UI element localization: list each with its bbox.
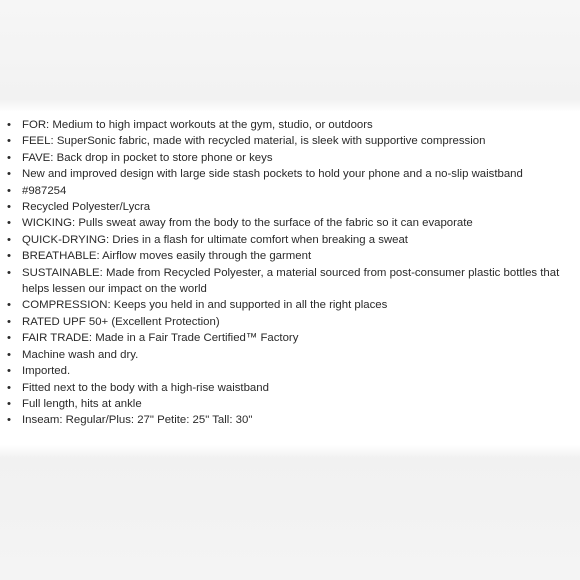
- bullet-icon: •: [7, 184, 11, 197]
- bullet-icon: •: [7, 119, 11, 131]
- feature-item-fair-trade: [0, 330, 580, 346]
- feature-text: Recycled Polyester/Lycra: [22, 201, 151, 214]
- bullet-icon: •: [7, 266, 11, 279]
- bullet-icon: •: [7, 250, 11, 263]
- feature-text: Imported.: [22, 365, 71, 378]
- feature-item-sustainable: [0, 265, 580, 298]
- feature-text: Full length, hits at ankle: [22, 397, 142, 410]
- feature-text: Machine wash and dry.: [22, 348, 139, 361]
- bullet-icon: •: [7, 397, 11, 410]
- feature-text: Inseam: Regular/Plus: 27" Petite: 25" Tall: 30": [22, 414, 253, 427]
- feature-item-compression: [0, 297, 580, 313]
- feature-text: FOR: Medium to high impact workouts at the gym, studio, or outdoors: [22, 119, 373, 131]
- feature-item-for: [0, 117, 580, 133]
- feature-list: [0, 117, 580, 429]
- bullet-icon: •: [7, 414, 11, 427]
- bullet-icon: •: [7, 151, 11, 164]
- feature-text: FEEL: SuperSonic fabric, made with recycled material, is sleek with supportive compression: [22, 135, 486, 148]
- bullet-icon: •: [7, 315, 11, 328]
- feature-item-fit: [0, 380, 580, 396]
- bullet-icon: •: [7, 168, 11, 181]
- feature-item-design: [0, 166, 580, 182]
- bullet-icon: •: [7, 381, 11, 394]
- bullet-icon: •: [7, 348, 11, 361]
- bullet-icon: •: [7, 332, 11, 345]
- feature-text: SUSTAINABLE: Made from Recycled Polyester, a material sourced from post-consumer plastic bottles that helps lessen our impact on the world: [22, 266, 560, 296]
- bullet-icon: •: [7, 233, 11, 246]
- feature-item-breathable: [0, 248, 580, 264]
- feature-text: FAIR TRADE: Made in a Fair Trade Certified™ Factory: [22, 332, 299, 345]
- feature-text: QUICK-DRYING: Dries in a flash for ultimate comfort when breaking a sweat: [22, 233, 408, 246]
- bullet-icon: •: [7, 365, 11, 378]
- feature-item-inseam: [0, 412, 580, 428]
- feature-item-fave: [0, 150, 580, 166]
- feature-item-wicking: [0, 215, 580, 231]
- bullet-icon: •: [7, 201, 11, 214]
- feature-item-upf: [0, 314, 580, 330]
- bullet-icon: •: [7, 135, 11, 148]
- feature-text: FAVE: Back drop in pocket to store phone or keys: [22, 151, 273, 164]
- feature-text: Fitted next to the body with a high-rise waistband: [22, 381, 269, 394]
- feature-text: WICKING: Pulls sweat away from the body to the surface of the fabric so it can evaporate: [22, 217, 473, 230]
- feature-item-origin: [0, 363, 580, 379]
- bullet-icon: •: [7, 299, 11, 312]
- feature-item-quick-drying: [0, 232, 580, 248]
- feature-item-care: [0, 347, 580, 363]
- feature-text: New and improved design with large side stash pockets to hold your phone and a no-slip waistband: [22, 168, 523, 181]
- feature-item-material: [0, 199, 580, 215]
- feature-text: BREATHABLE: Airflow moves easily through the garment: [22, 250, 312, 263]
- feature-item-length: [0, 396, 580, 412]
- product-details-panel: [0, 117, 580, 442]
- feature-text: RATED UPF 50+ (Excellent Protection): [22, 315, 220, 328]
- feature-item-feel: [0, 133, 580, 149]
- feature-item-style-number: [0, 183, 580, 199]
- feature-text: #987254: [22, 184, 67, 197]
- feature-text: COMPRESSION: Keeps you held in and supported in all the right places: [22, 299, 388, 312]
- bullet-icon: •: [7, 217, 11, 230]
